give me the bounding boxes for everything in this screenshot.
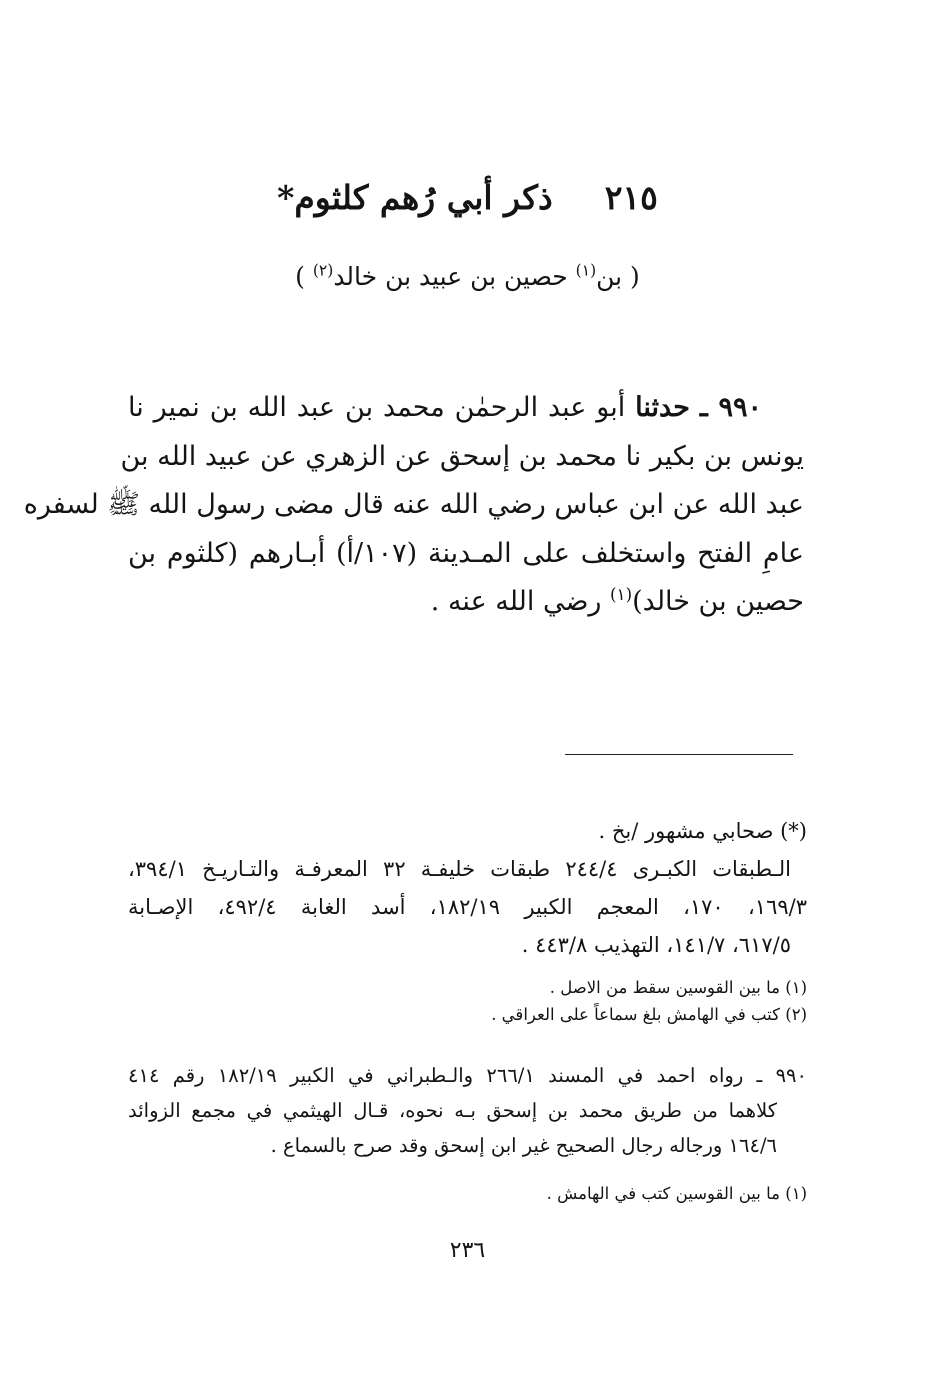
chapter-title: ذكر أبي رُهم كلثوم [294,178,553,217]
hadith-line [128,384,804,433]
hadith-keyword: حدثنا [635,392,690,423]
footnote-separator [565,754,793,755]
footnote-companion-note: (*) صحابي مشهور /بخ . [598,819,807,843]
chapter-subtitle [0,262,935,291]
footnote-sources-line: ٦١٧/٥، ١٤١/٧، التهذيب ٤٤٣/٨ . [521,933,791,957]
footnote-sources-line: الـطبقات الكبـرى ٢٤٤/٤ طبقات خليفـة ٣٢ المعرفـة والتـاريـخ ٣٩٤/١، [128,857,791,881]
subtitle-footnote-ref-1: (١) [575,261,597,280]
hadith-text [23,384,804,627]
chapter-footnote-marker: * [277,178,295,217]
footnote-takhrij [128,1058,807,1163]
subtitle-name: حصين بن عبيد بن خالد [333,262,576,291]
chapter-heading [0,178,935,217]
footnote-note: (١) ما بين القوسين كتب في الهامش . [546,1184,807,1203]
page-number: ٢٣٦ [449,1238,486,1263]
takhrij-line: ٩٩٠ ـ رواه احمد في المسند ٢٦٦/١ والـطبراني في الكبير ١٨٢/١٩ رقم ٤١٤ [128,1064,807,1087]
hadith-line [128,578,804,627]
hadith-line-2: يونس بن بكير نا محمد بن إسحق عن الزهري عن عبيد الله بن [120,440,804,472]
takhrij-line: كلاهما من طريق محمد بن إسحق بـه نحوه، قـال الهيثمي في مجمع الزوائد [128,1099,777,1122]
hadith-line-3: عبد الله عن ابن عباس رضي الله عنه قال مضى رسول الله ﷺ لسفره [23,489,804,521]
chapter-number: ٢١٥ [604,178,658,217]
hadith-line-5-b: رضي الله عنه . [430,586,611,618]
footnote-text-note [128,1180,807,1207]
hadith-number: ٩٩٠ ـ [699,392,762,423]
footnote-note: (١) ما بين القوسين سقط من الاصل . [549,978,807,997]
hadith-line-1: أبو عبد الرحمٰن محمد بن عبد الله بن نمير نا [128,392,636,423]
footnote-note: (٢) كتب في الهامش بلغ سماعاً على العراقي . [491,1005,807,1024]
hadith-line-5-a: حصين بن خالد) [632,586,804,618]
footnote-heading-notes [128,974,807,1028]
subtitle-footnote-ref-2: (٢) [312,261,334,280]
subtitle-close: ) [295,262,313,291]
hadith-footnote-ref: (١) [610,584,633,605]
footnote-sources-line: ١٦٩/٣، ١٧٠، المعجم الكبير ١٨٢/١٩، أسد الغابة ٤٩٢/٤، الإصـابة [128,895,807,919]
footnote-sources [128,812,807,964]
takhrij-line: ١٦٤/٦ ورجاله رجال الصحيح غير ابن إسحق وقد صرح بالسماع . [270,1134,777,1157]
subtitle-open: ( بن [596,262,640,291]
hadith-line-4: عامِ الفتح واستخلف على المـدينة (١٠٧/أ) أبـارهم (كلثوم بن [128,537,804,569]
